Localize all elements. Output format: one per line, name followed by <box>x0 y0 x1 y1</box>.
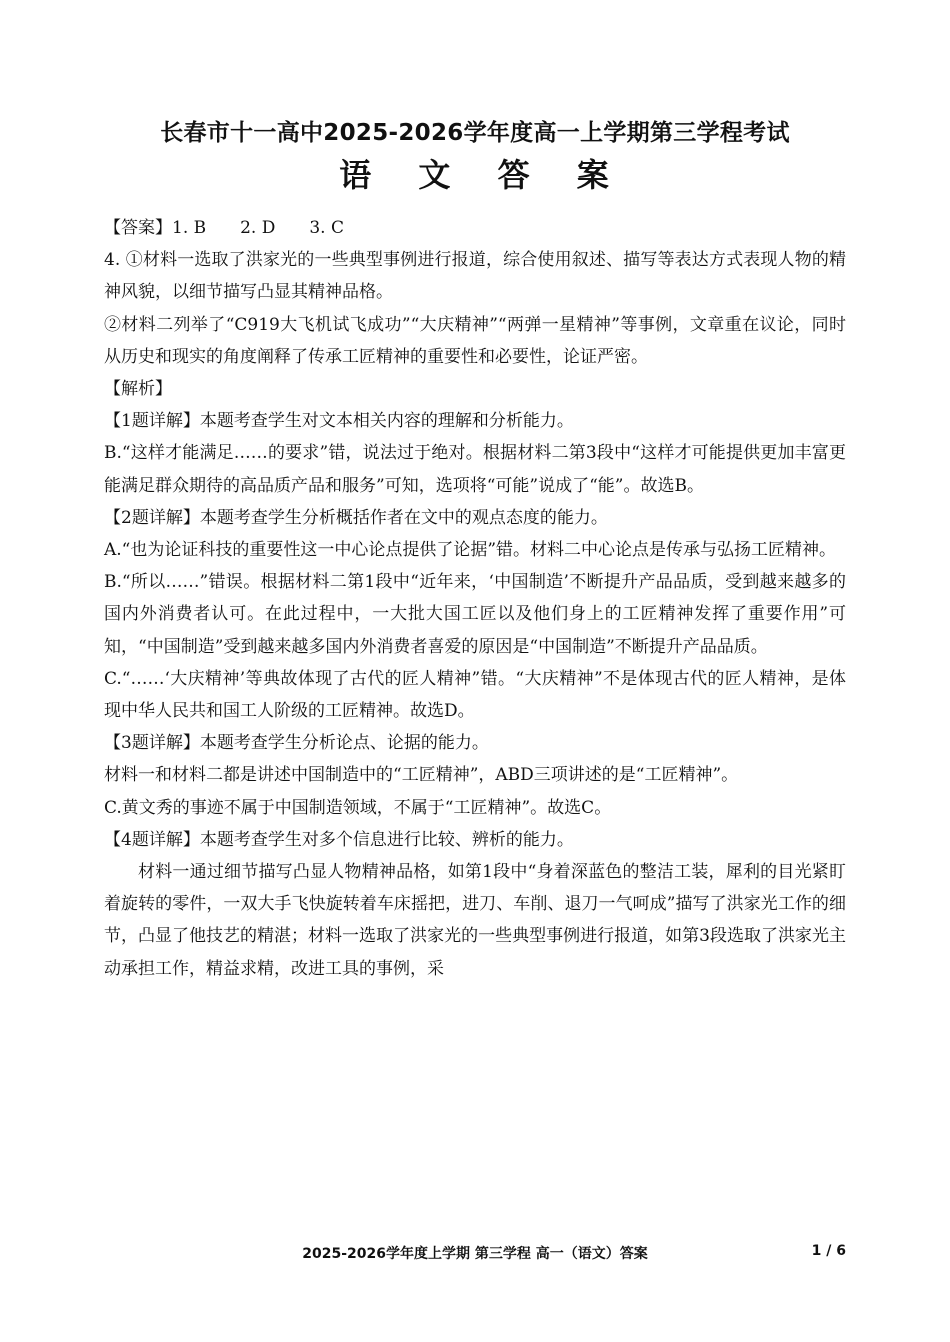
answer-content <box>104 212 846 985</box>
page-subtitle: 语 文 答 案 <box>339 156 611 194</box>
paragraph: 【3题详解】本题考查学生分析论点、论据的能力。 <box>104 733 489 754</box>
paragraph: B.“所以……”错误。根据材料二第1段中“近年来，‘中国制造’不断提升产品品质，受到越来越多的国内外消费者认可。在此过程中，一大批大国工匠以及他们身上的工匠精神发挥了重要作用”可知，“中国制造”受到越来越多国内外消费者喜爱的原因是“中国制造”不断提升产品品质。 <box>104 572 846 657</box>
footer-text: 2025-2026学年度上学期 第三学程 高一（语文）答案 <box>302 1246 648 1262</box>
paragraph: 【2题详解】本题考查学生分析概括作者在文中的观点态度的能力。 <box>104 507 608 528</box>
page-title: 长春市十一高中2025-2026学年度高一上学期第三学程考试 <box>160 120 790 146</box>
paragraph: ②材料二列举了“C919大飞机试飞成功”“大庆精神”“两弹一星精神”等事例，文章重在议论，同时从历史和现实的角度阐释了传承工匠精神的重要性和必要性，论证严密。 <box>104 314 846 367</box>
paragraph: C.“……‘大庆精神’等典故体现了古代的匠人精神”错。“大庆精神”不是体现古代的匠人精神，是体现中华人民共和国工人阶级的工匠精神。故选D。 <box>104 668 846 722</box>
paragraph: C.黄文秀的事迹不属于中国制造领域，不属于“工匠精神”。故选C。 <box>104 797 612 818</box>
paragraph: 【4题详解】本题考查学生对多个信息进行比较、辨析的能力。 <box>104 829 574 850</box>
paragraph: A.“也为论证科技的重要性这一中心论点提供了论据”错。材料二中心论点是传承与弘扬工匠精神。 <box>104 540 837 561</box>
paragraph: 【解析】 <box>104 379 172 400</box>
paragraph: 材料一通过细节描写凸显人物精神品格，如第1段中“身着深蓝色的整洁工装，犀利的目光紧盯着旋转的零件，一双大手飞快旋转着车床摇把，进刀、车削、退刀一气呵成”描写了洪家光工作的细节，凸显了他技艺的精湛；材料一选取了洪家光的一些典型事例进行报道，如第3段选取了洪家光主动承担工作，精益求精，改进工具的事例，采 <box>104 862 846 979</box>
paragraph: B.“这样才能满足……的要求”错，说法过于绝对。根据材料二第3段中“这样才可能提供更加丰富更能满足群众期待的高品质产品和服务”可知，选项将“可能”说成了“能”。故选B。 <box>104 443 846 496</box>
paragraph: 【答案】1. B 2. D 3. C <box>104 218 345 238</box>
paragraph: 【1题详解】本题考查学生对文本相关内容的理解和分析能力。 <box>104 411 574 432</box>
paragraph: 材料一和材料二都是讲述中国制造中的“工匠精神”，ABD三项讲述的是“工匠精神”。 <box>104 765 739 786</box>
paragraph: 4. ①材料一选取了洪家光的一些典型事例进行报道，综合使用叙述、描写等表达方式表现人物的精神风貌，以细节描写凸显其精神品格。 <box>104 250 846 303</box>
page-number: 1 / 6 <box>811 1243 846 1259</box>
